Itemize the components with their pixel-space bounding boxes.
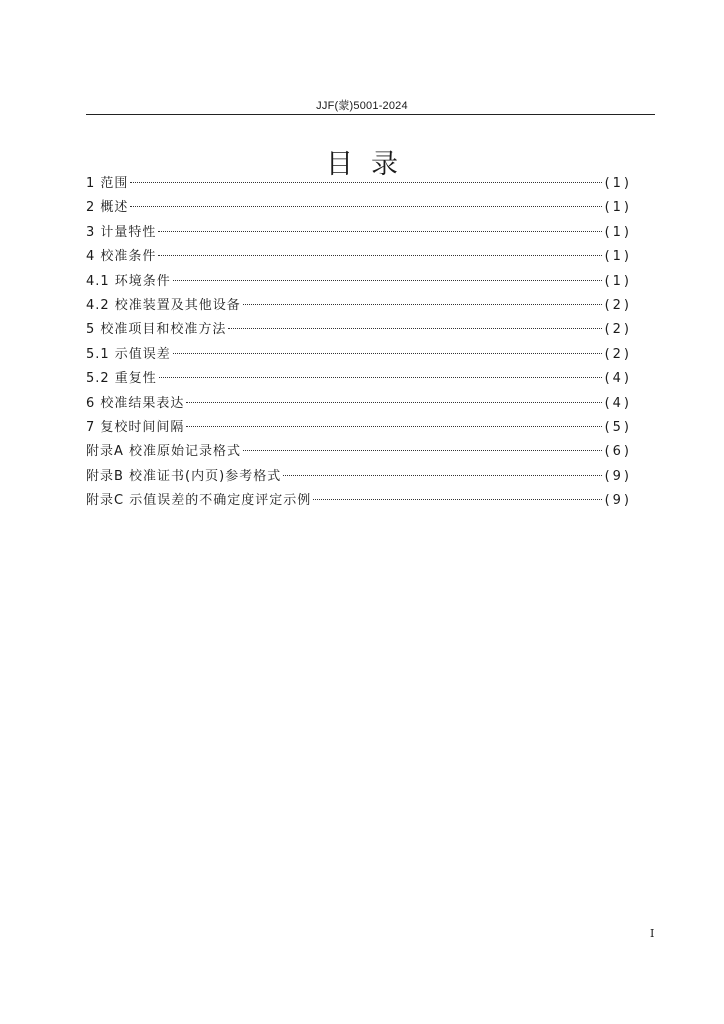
toc-entry[interactable]	[86, 221, 632, 245]
toc-entry-page: (2)	[604, 297, 632, 313]
toc-entry-page: (9)	[604, 468, 632, 484]
toc-entry-page: (5)	[604, 419, 632, 435]
toc-entry[interactable]	[86, 172, 632, 196]
table-of-contents	[86, 172, 632, 513]
toc-entry-page: (1)	[604, 176, 632, 191]
toc-entry-page: (4)	[604, 371, 632, 387]
page-title: 目录	[326, 149, 416, 181]
toc-entry[interactable]	[86, 196, 632, 220]
standard-code-header: JJF(蒙)5001-2024	[316, 100, 408, 112]
toc-entry-label: 1 范围	[86, 176, 129, 191]
toc-entry-label: 2 概述	[86, 200, 129, 216]
dot-leader	[283, 475, 601, 476]
toc-entry[interactable]	[86, 416, 632, 440]
toc-entry-label: 附录B 校准证书(内页)参考格式	[86, 468, 282, 484]
dot-leader	[158, 231, 601, 232]
toc-entry-label: 附录C 示值误差的不确定度评定示例	[86, 493, 312, 509]
toc-entry[interactable]	[86, 392, 632, 416]
toc-entry-page: (1)	[604, 249, 632, 265]
toc-entry-label: 4.2 校准装置及其他设备	[86, 297, 241, 313]
toc-entry[interactable]	[86, 489, 632, 513]
toc-entry-page: (1)	[604, 273, 632, 289]
toc-entry-label: 7 复校时间间隔	[86, 419, 185, 435]
toc-entry[interactable]	[86, 270, 632, 294]
toc-entry[interactable]	[86, 465, 632, 489]
toc-entry-label: 5 校准项目和校准方法	[86, 322, 227, 338]
dot-leader	[243, 304, 602, 305]
dot-leader	[159, 377, 602, 378]
toc-entry[interactable]	[86, 440, 632, 464]
toc-entry[interactable]	[86, 343, 632, 367]
dot-leader	[186, 402, 601, 403]
dot-leader	[130, 206, 601, 207]
toc-entry-page: (9)	[604, 493, 632, 509]
dot-leader	[173, 280, 602, 281]
toc-entry-page: (2)	[604, 346, 632, 362]
dot-leader	[158, 255, 601, 256]
toc-entry-page: (4)	[604, 395, 632, 411]
toc-entry-page: (1)	[604, 200, 632, 216]
toc-entry-page: (6)	[604, 444, 632, 460]
toc-entry-label: 3 计量特性	[86, 224, 157, 240]
toc-entry-label: 5.2 重复性	[86, 371, 157, 387]
dot-leader	[313, 499, 601, 500]
dot-leader	[243, 450, 602, 451]
toc-entry-label: 6 校准结果表达	[86, 395, 185, 411]
toc-entry-page: (1)	[604, 224, 632, 240]
header-rule	[86, 114, 655, 115]
dot-leader	[173, 353, 602, 354]
page-number: I	[650, 927, 655, 940]
toc-entry-label: 4 校准条件	[86, 249, 157, 265]
toc-entry[interactable]	[86, 294, 632, 318]
toc-entry-label: 4.1 环境条件	[86, 273, 171, 289]
toc-entry[interactable]	[86, 367, 632, 391]
dot-leader	[130, 182, 601, 183]
dot-leader	[186, 426, 601, 427]
dot-leader	[228, 328, 601, 329]
toc-entry-label: 附录A 校准原始记录格式	[86, 444, 242, 460]
toc-entry[interactable]	[86, 245, 632, 269]
toc-entry-page: (2)	[604, 322, 632, 338]
toc-entry-label: 5.1 示值误差	[86, 346, 171, 362]
toc-entry[interactable]	[86, 318, 632, 342]
